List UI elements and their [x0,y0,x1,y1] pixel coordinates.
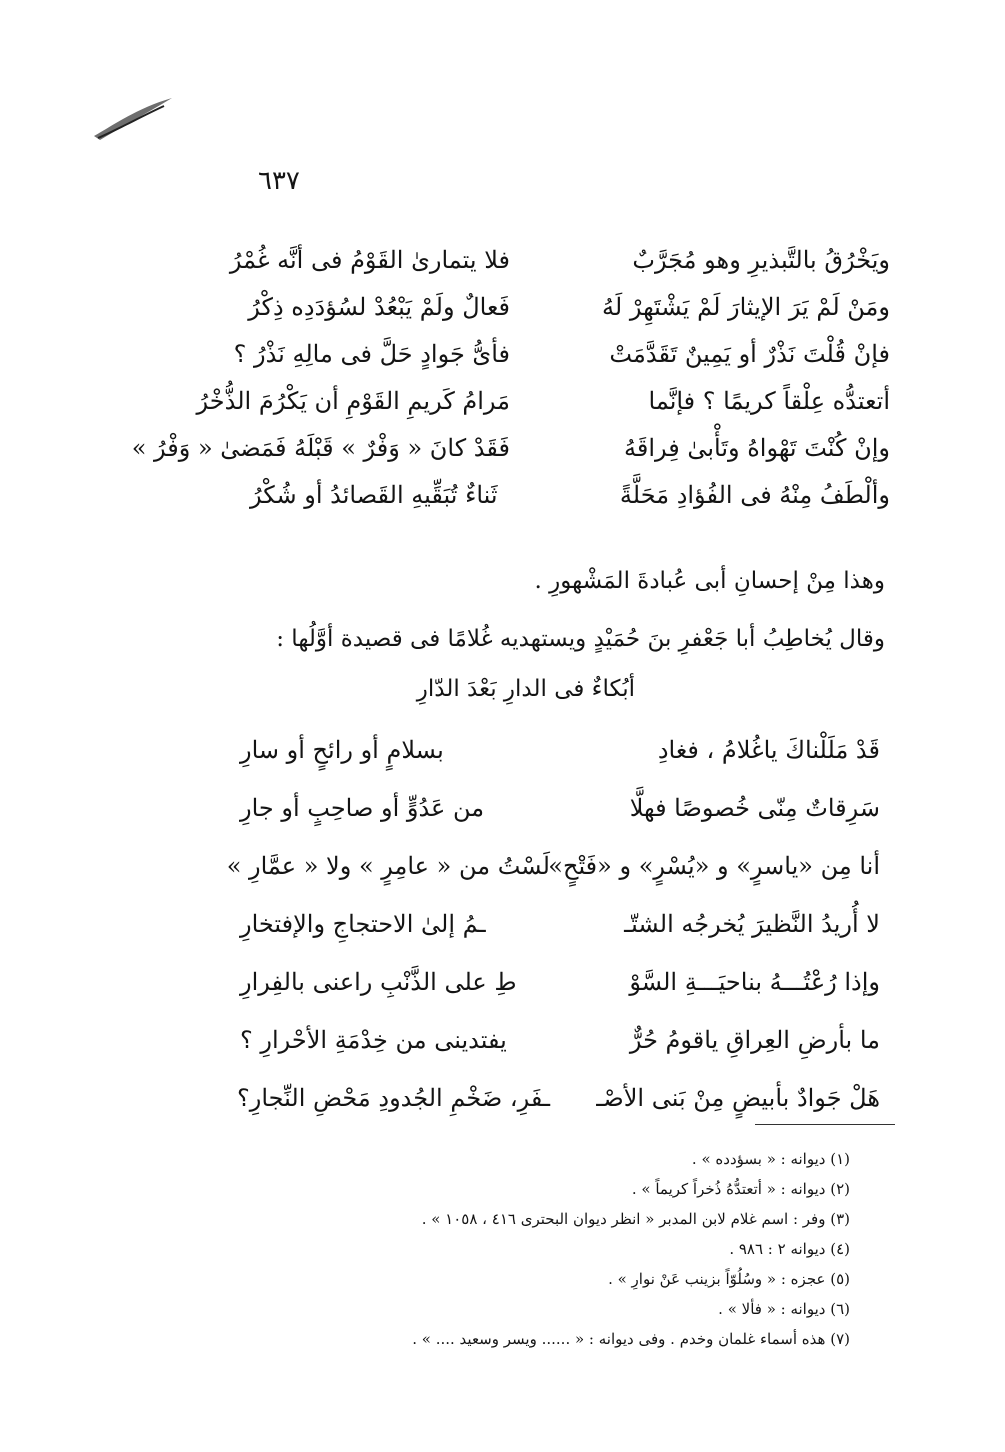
verse-line [250,293,890,340]
verse-line [226,852,880,910]
poem-opening-line: أبُكاءٌ فى الدارِ بَعْدَ الدّارِ [416,676,635,702]
poem-block-2 [226,736,880,1142]
second-hemistich: طِ على الذَّنْبِ راعنى بالفِرارِ [240,968,517,996]
first-hemistich: ويَخْرُقُ بالتَّبذيرِ وهو مُجَرَّبٌ [632,246,890,274]
prose-introduction: وقال يُخاطِبُ أبا جَعْفرِ بنَ حُمَيْدٍ ويستهديه غُلامًا فى قصيدة أوَّلُها : [276,626,885,652]
verse-line [240,910,880,968]
second-hemistich: ثَناءٌ تُبَقِّيهِ القَصائدُ أو شُكْرُ [250,481,498,509]
second-hemistich: فأىُّ جَوادٍ حَلَّ فى مالِهِ نَذْرُ ؟ [233,340,510,368]
verse-line [250,481,890,528]
verse-line [240,1026,880,1084]
first-hemistich: وألْطَفُ مِنْهُ فى الفُؤادِ مَحَلَّةً [619,481,890,509]
footnotes [290,1150,850,1360]
verse-line [240,968,880,1026]
second-hemistich: لَسْتُ من « عامِرٍ » ولا « عمَّارِ » [226,852,550,880]
prose-remark: وهذا مِنْ إحسانِ أبى عُبادةَ المَشْهورِ . [534,568,885,594]
verse-line [233,340,890,387]
verse-line [240,794,880,852]
second-hemistich: يفتدينى من خِدْمَةِ الأحْرارِ ؟ [240,1026,507,1054]
second-hemistich: ـفَرِ، ضَخْمِ الجُدودِ مَحْضِ النِّجارِ؟ [237,1084,550,1112]
first-hemistich: قَدْ مَلَلْناكَ ياغُلامُ ، فغادِ [657,736,880,764]
first-hemistich: فإنْ قُلْتَ نَذْرٌ أو يَمِينٌ تَقَدَّمَتْ [609,340,890,368]
first-hemistich: هَلْ جَوادٌ بأبيضٍ مِنْ بَنى الأصْـ [596,1084,880,1112]
second-hemistich: فَقَدْ كانَ « وَفْرٌ » قَبْلَهُ فَمَضىٰ « وَفْرُ » [131,434,510,462]
first-hemistich: لا أُريدُ النَّظيرَ يُخرجُه الشتّـ [624,910,880,938]
verse-line [240,736,880,794]
footnote: (١) ديوانه : « بسؤدده » . [691,1150,850,1168]
first-hemistich: أتعتدُّه عِلْقاً كريمًا ؟ فإنَّما [648,387,890,415]
verse-line [229,246,890,293]
first-hemistich: ومَنْ لَمْ يَرَ الإيثارَ لَمْ يَشْتَهِرْ لَهُ [602,293,890,321]
second-hemistich: فلا يتمارىٰ القَوْمُ فى أنَّه غُمْرُ [229,246,510,274]
footnote: (٥) عجزه : « وسُلُوّاً بزينب عَنْ نوارِ » . [608,1270,850,1288]
first-hemistich: سَرِقاتٌ مِنّى خُصوصًا فهلَّا [629,794,880,822]
verse-line [237,1084,880,1142]
first-hemistich: وإذا رُعْتُـــهُ بناحيَـــةِ السَّوْ [629,968,880,996]
first-hemistich: وإنْ كُنْتَ تَهْواهُ وتَأْبىٰ فِراقَهُ [623,434,890,462]
footnote: (٣) وفر : اسم غلام لابن المدبر « انظر ديوان البحترى ٤١٦ ، ١٠٥٨ » . [421,1210,850,1228]
first-hemistich: أنا مِن «ياسرٍ» و «يُسْرٍ» و «فَتْحٍ» [548,852,880,880]
verse-line [196,387,890,434]
second-hemistich: مَرامُ كَريمِ القَوْمِ أن يَكْرُمَ الذُّخْرُ [196,387,510,415]
second-hemistich: من عَدُوٍّ أو صاحِبٍ أو جارِ [240,794,485,822]
footnote-divider [755,1124,895,1125]
second-hemistich: بسلامٍ أو رائحٍ أو سارِ [240,736,444,764]
second-hemistich: ـمُ إلىٰ الاحتجاجِ والإفتخارِ [240,910,486,938]
page-number: ٦٣٧ [258,166,300,196]
poem-block-1 [131,246,890,528]
footnote: (٧) هذه أسماء غلمان وخدم . وفى ديوانه : « ...... ويسر وسعيد .... » . [412,1330,850,1348]
footnote: (٤) ديوانه ٢ : ٩٨٦ . [729,1240,850,1258]
ink-smudge [92,96,174,142]
verse-line [131,434,890,481]
footnote: (٦) ديوانه : « فألا » . [718,1300,850,1318]
footnote: (٢) ديوانه : « أتعتدُّهُ ذُخراً كريماً » . [631,1180,850,1198]
second-hemistich: فَعالٌ ولَمْ يَبْعُدْ لسُؤدَدِه ذِكْرُ [248,293,510,321]
first-hemistich: ما بأرضِ العِراقِ ياقومُ حُرٌّ [629,1026,880,1054]
